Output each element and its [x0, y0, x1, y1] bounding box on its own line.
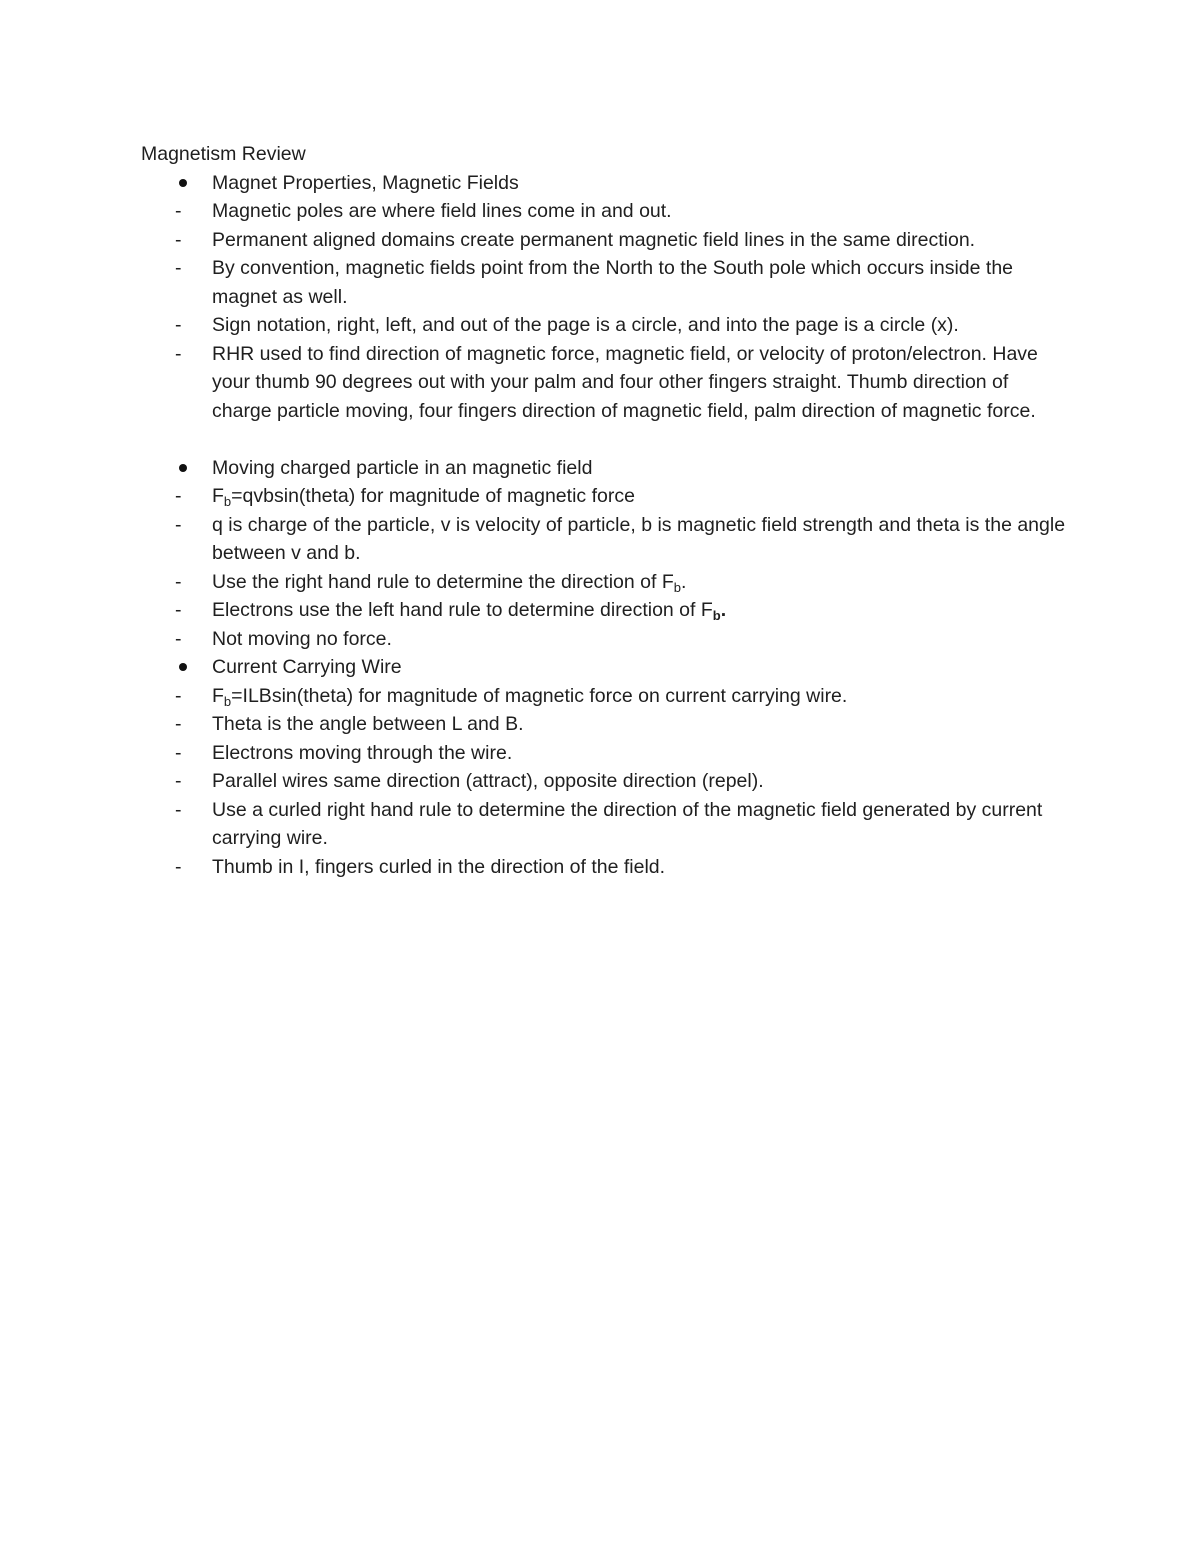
list-item	[175, 511, 1071, 568]
sub-list	[175, 482, 1071, 653]
section-magnet-properties	[141, 169, 1071, 426]
dash-icon: -	[175, 770, 182, 792]
dash-icon: -	[175, 228, 182, 251]
list-item-text: Sign notation, right, left, and out of the page is a circle, and into the page is a circle (x).	[212, 314, 959, 336]
list-item	[175, 568, 1071, 597]
section-title: Moving charged particle in an magnetic field	[212, 456, 593, 479]
list-item	[175, 596, 1071, 625]
dash-icon: -	[175, 684, 182, 707]
list-item	[175, 853, 1071, 882]
list-item	[175, 710, 1071, 739]
list-item-text: RHR used to find direction of magnetic force, magnetic field, or velocity of proton/electron. Have your thumb 90 degrees out with your palm and four other fingers straight. Thumb direction of charge particle moving, four fingers direction of magnetic field, palm direction of magnetic force.	[212, 342, 1038, 422]
section-title: Current Carrying Wire	[212, 656, 402, 678]
dash-icon: -	[175, 257, 182, 279]
dash-icon: -	[175, 741, 182, 764]
dash-icon: -	[175, 200, 182, 222]
list-item	[175, 482, 1071, 511]
list-item-text: Parallel wires same direction (attract), opposite direction (repel).	[212, 770, 764, 792]
list-item-text: $F_b=qvbsin(theta)$ for magnitude of magnetic force	[212, 485, 635, 509]
list-item-text: Theta is the angle between L and B.	[212, 713, 524, 735]
dash-icon: -	[175, 713, 182, 735]
list-item-text: Magnetic poles are where field lines come in and out.	[212, 200, 672, 222]
list-item-text: Use a curled right hand rule to determine the direction of the magnetic field generated by current carrying wire.	[212, 798, 1043, 849]
section-current-carrying-wire	[141, 653, 1071, 881]
dash-icon: -	[175, 513, 182, 536]
list-item-text: $F_b=ILBsin(theta)$ for magnitude of magnetic force on current carrying wire.	[212, 684, 848, 709]
list-item	[175, 625, 1071, 654]
dash-icon: -	[175, 855, 182, 878]
dash-icon: -	[175, 570, 182, 593]
bullet-icon	[179, 179, 187, 187]
list-item	[175, 796, 1071, 853]
dash-icon: -	[175, 314, 182, 336]
list-item	[175, 197, 1071, 226]
list-item	[175, 340, 1071, 426]
list-item	[175, 254, 1071, 311]
list-item	[175, 226, 1071, 255]
dash-icon: -	[175, 627, 182, 650]
bullet-icon	[179, 663, 187, 671]
list-item	[175, 682, 1071, 711]
list-item-text: Permanent aligned domains create permanent magnetic field lines in the same direction.	[212, 228, 976, 251]
dash-icon: -	[175, 798, 182, 821]
list-item	[175, 767, 1071, 796]
dash-icon: -	[175, 599, 182, 621]
dash-icon: -	[175, 342, 182, 365]
dash-icon: -	[175, 485, 182, 507]
list-item-text: Electrons use the left hand rule to determine direction of $F_b$.	[212, 599, 727, 623]
list-item-text: q is charge of the particle, v is velocity of particle, b is magnetic field strength and theta is the angle between v and b.	[212, 513, 1066, 564]
bullet-icon	[179, 464, 187, 472]
list-item-text: By convention, magnetic fields point from the North to the South pole which occurs inside the magnet as well.	[212, 257, 1014, 308]
list-item	[175, 739, 1071, 768]
section-title: Magnet Properties, Magnetic Fields	[212, 171, 519, 194]
list-item-text: Thumb in I, fingers curled in the direction of the field.	[212, 855, 666, 878]
sub-list	[175, 682, 1071, 882]
list-item	[175, 311, 1071, 340]
section-moving-charged-particle	[141, 454, 1071, 654]
document-title: Magnetism Review	[141, 143, 306, 165]
list-item-text: Not moving no force.	[212, 627, 392, 650]
list-item-text: Electrons moving through the wire.	[212, 741, 513, 764]
document-body	[141, 140, 1071, 881]
sub-list	[175, 197, 1071, 425]
list-item-text: Use the right hand rule to determine the direction of $F_b$.	[212, 570, 687, 595]
blank-line	[141, 425, 1071, 454]
